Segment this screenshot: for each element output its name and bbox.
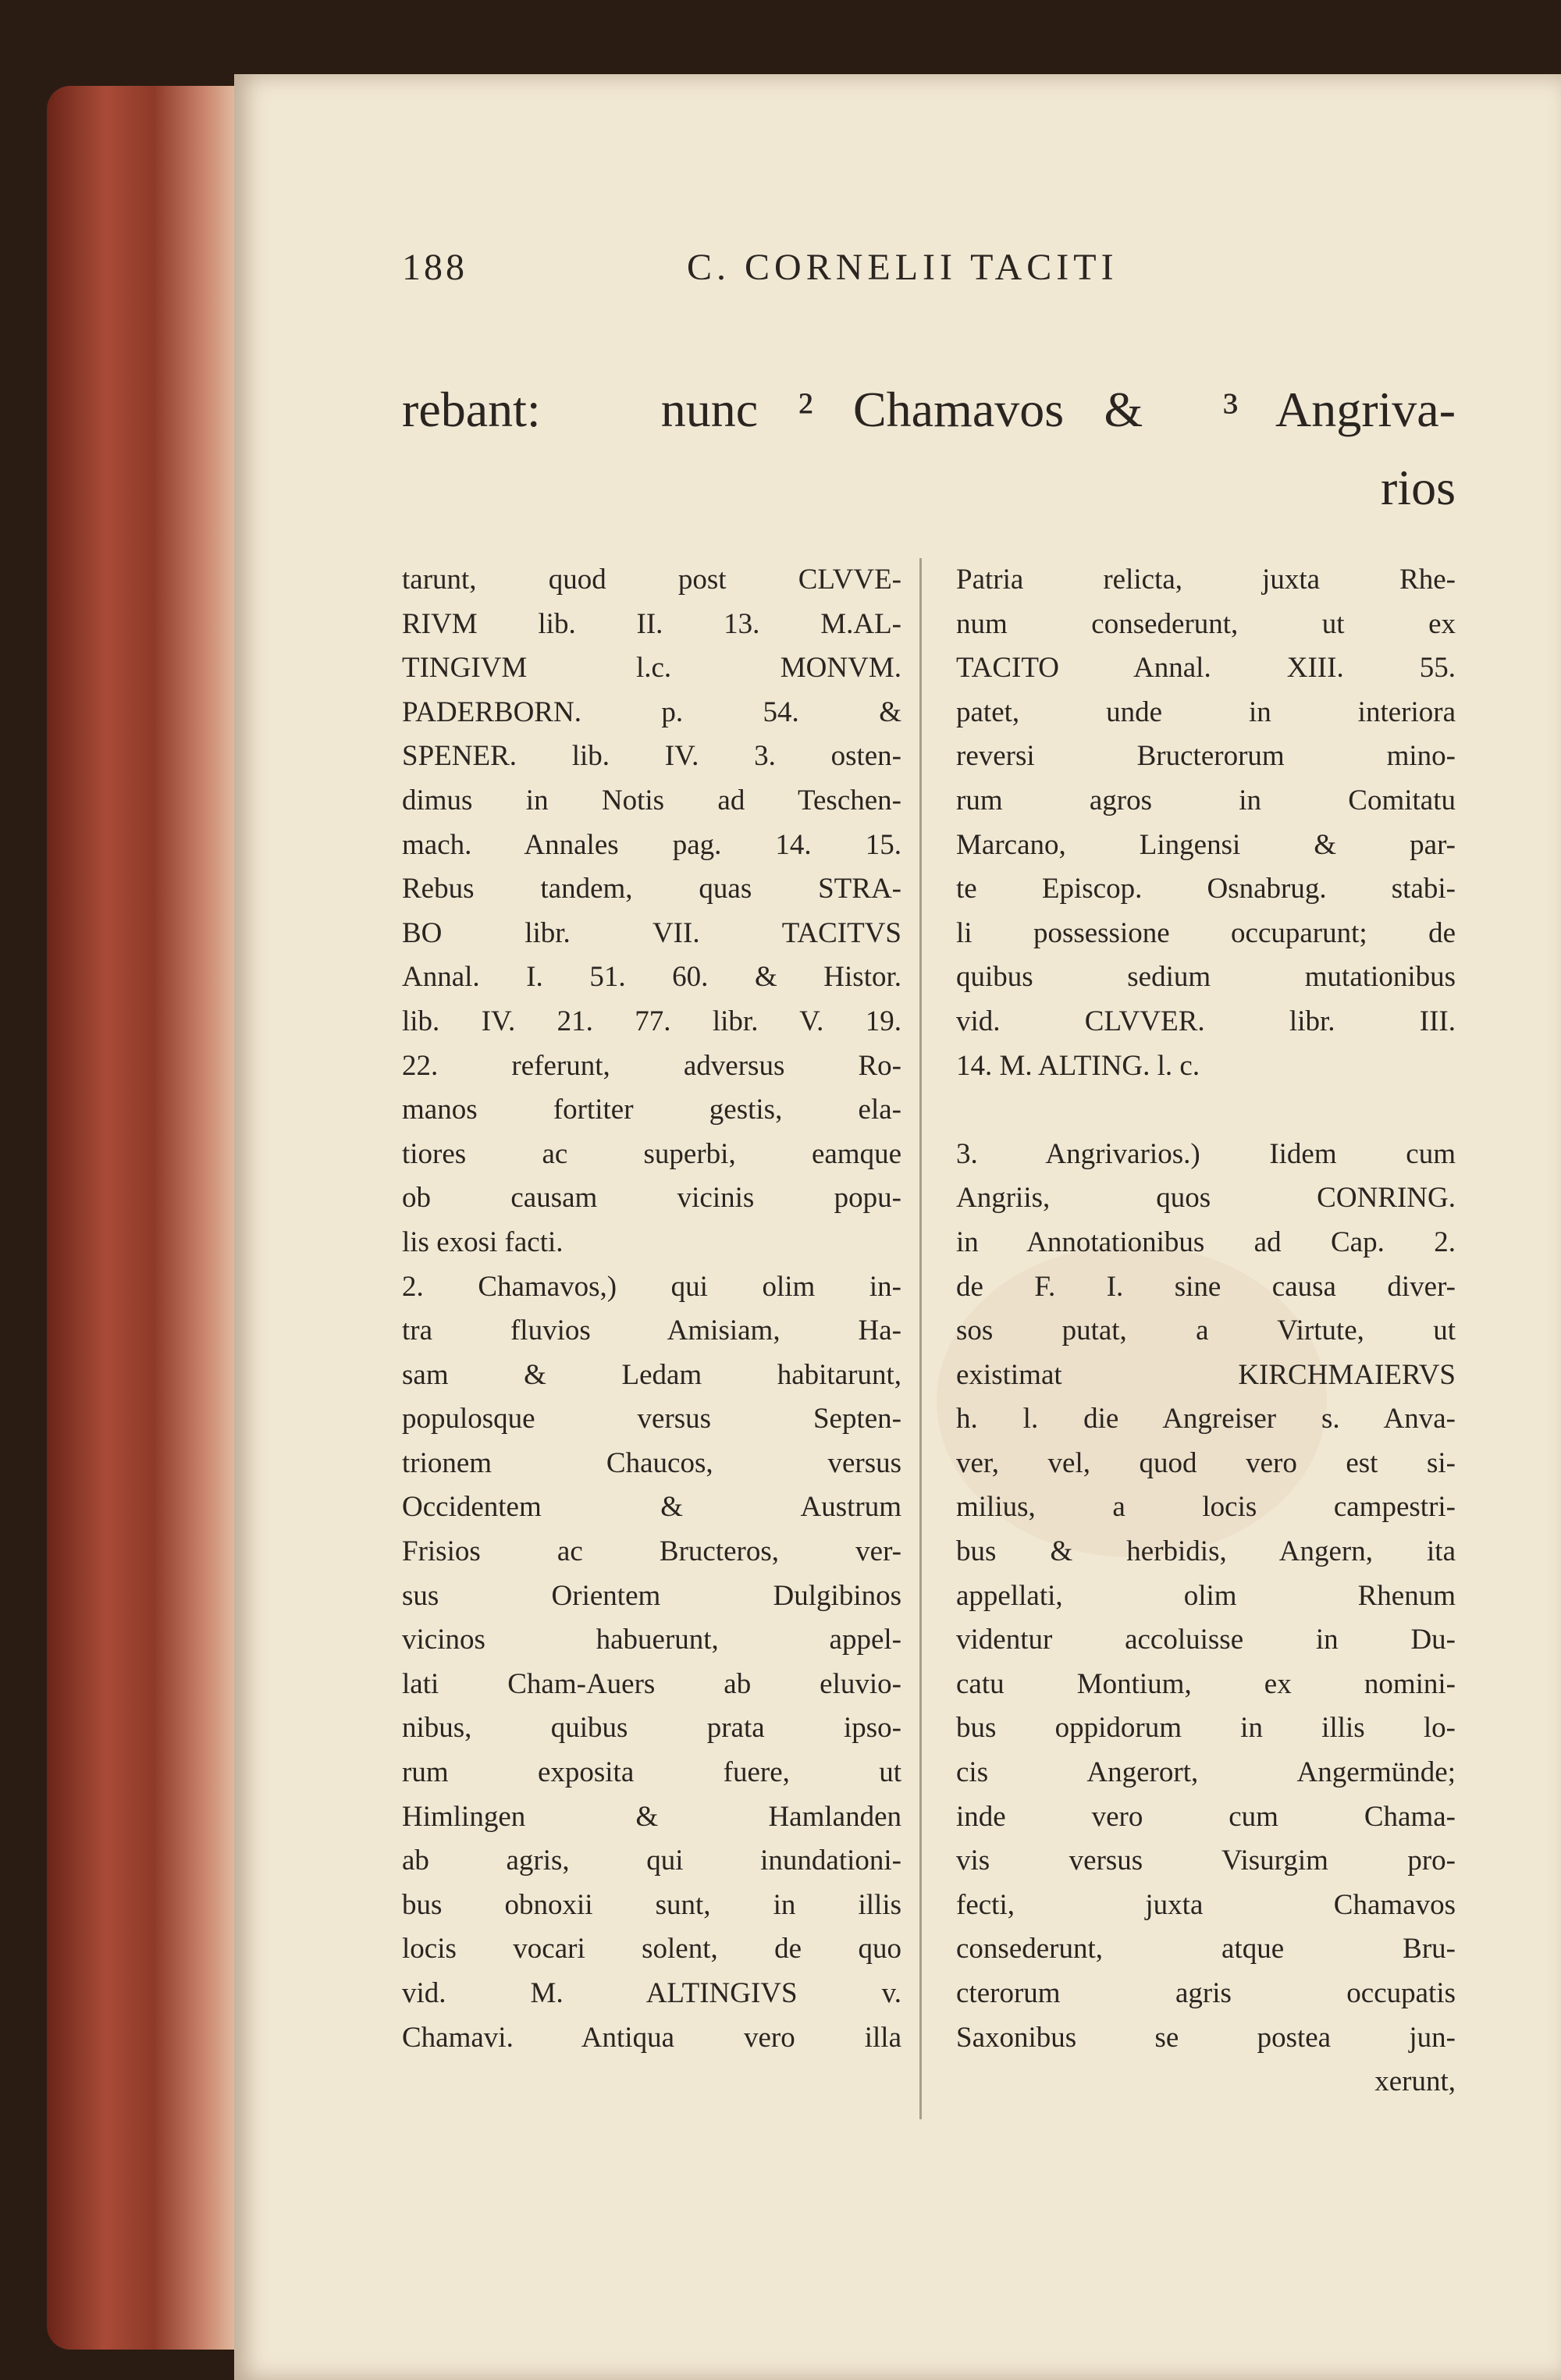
text-line: videntur accoluisse in Du- (956, 1624, 1456, 1656)
text-line: manos fortiter gestis, ela- (402, 1094, 901, 1126)
text-line: vid. M. ALTINGIVS v. (402, 1977, 901, 2009)
main-text-line: rios (1381, 460, 1456, 515)
paragraph-gap (956, 1088, 1456, 1133)
page-number: 188 (402, 247, 468, 288)
text-line: nibus, quibus prata ipso- (402, 1712, 901, 1745)
text-line: cterorum agris occupatis (956, 1977, 1456, 2009)
text-line: Marcano, Lingensi & par- (956, 828, 1456, 861)
text-line: ob causam vicinis popu- (402, 1182, 901, 1215)
text-line: Annal. I. 51. 60. & Histor. (402, 961, 901, 994)
right-footnote-column (956, 558, 1456, 2151)
text-line: h. l. die Angreiser s. Anva- (956, 1403, 1456, 1435)
text-line: TACITO Annal. XIII. 55. (956, 652, 1456, 685)
text-line: sus Orientem Dulgibinos (402, 1579, 901, 1612)
text-line: tra fluvios Amisiam, Ha- (402, 1315, 901, 1347)
text-line: sos putat, a Virtute, ut (956, 1315, 1456, 1347)
text-line: bus obnoxii sunt, in illis (402, 1888, 901, 1921)
text-line: ver, vel, quod vero est si- (956, 1446, 1456, 1479)
text-line: in Annotationibus ad Cap. 2. (956, 1226, 1456, 1258)
text-line: Occidentem & Austrum (402, 1491, 901, 1524)
main-text (402, 371, 1456, 535)
text-line: lib. IV. 21. 77. libr. V. 19. (402, 1005, 901, 1037)
text-line: Chamavi. Antiqua vero illa (402, 2021, 901, 2054)
text-line: tiores ac superbi, eamque (402, 1137, 901, 1170)
text-line: consederunt, atque Bru- (956, 1933, 1456, 1966)
text-line: milius, a locis campestri- (956, 1491, 1456, 1524)
text-line: Himlingen & Hamlanden (402, 1800, 901, 1833)
text-line: existimat KIRCHMAIERVS (956, 1358, 1456, 1391)
text-line: 3. Angrivarios.) Iidem cum (956, 1137, 1456, 1170)
text-line: rum exposita fuere, ut (402, 1756, 901, 1789)
text-line: BO libr. VII. TACITVS (402, 916, 901, 949)
text-line: te Episcop. Osnabrug. stabi- (956, 873, 1456, 905)
text-line: rum agros in Comitatu (956, 784, 1456, 816)
text-line: RIVM lib. II. 13. M.AL- (402, 607, 901, 640)
text-line: catu Montium, ex nomini- (956, 1667, 1456, 1700)
text-line: patet, unde in interiora (956, 696, 1456, 728)
text-line: SPENER. lib. IV. 3. osten- (402, 740, 901, 773)
text-line: lis exosi facti. (402, 1226, 564, 1258)
text-line: li possessione occuparunt; de (956, 916, 1456, 949)
column-divider (919, 558, 922, 2119)
text-line: fecti, juxta Chamavos (956, 1888, 1456, 1921)
text-line: appellati, olim Rhenum (956, 1579, 1456, 1612)
text-line: populosque versus Septen- (402, 1403, 901, 1435)
text-line: vis versus Visurgim pro- (956, 1845, 1456, 1877)
running-head (402, 246, 1456, 332)
left-footnote-column (402, 558, 901, 2151)
text-line: quibus sedium mutationibus (956, 961, 1456, 994)
text-line: lati Cham-Auers ab eluvio- (402, 1667, 901, 1700)
text-line: de F. I. sine causa diver- (956, 1270, 1456, 1303)
text-line: cis Angerort, Angermünde; (956, 1756, 1456, 1789)
text-line: vicinos habuerunt, appel- (402, 1624, 901, 1656)
text-line: ab agris, qui inundationi- (402, 1845, 901, 1877)
text-line: Patria relicta, juxta Rhe- (956, 564, 1456, 596)
book-title: C. CORNELII TACITI (687, 247, 1118, 288)
text-line: vid. CLVVER. libr. III. (956, 1005, 1456, 1037)
text-line: reversi Bructerorum mino- (956, 740, 1456, 773)
text-line: bus oppidorum in illis lo- (956, 1712, 1456, 1745)
text-line: Saxonibus se postea jun- (956, 2021, 1456, 2054)
text-line: Rebus tandem, quas STRA- (402, 873, 901, 905)
text-line: TINGIVM l.c. MONVM. (402, 652, 901, 685)
text-line: inde vero cum Chama- (956, 1800, 1456, 1833)
text-line: 22. referunt, adversus Ro- (402, 1049, 901, 1082)
text-line: 2. Chamavos,) qui olim in- (402, 1270, 901, 1303)
text-line: mach. Annales pag. 14. 15. (402, 828, 901, 861)
text-line: Frisios ac Bructeros, ver- (402, 1535, 901, 1568)
text-line: locis vocari solent, de quo (402, 1933, 901, 1966)
text-line: 14. M. ALTING. l. c. (956, 1049, 1200, 1082)
main-text-line: rebant: nunc ² Chamavos & ³ Angriva- (402, 382, 1456, 437)
text-line: trionem Chaucos, versus (402, 1446, 901, 1479)
text-line: xerunt, (1374, 2065, 1456, 2098)
text-line: bus & herbidis, Angern, ita (956, 1535, 1456, 1568)
text-line: tarunt, quod post CLVVE- (402, 564, 901, 596)
text-line: num consederunt, ut ex (956, 607, 1456, 640)
book-page (234, 74, 1561, 2380)
book-edge (47, 86, 242, 2350)
text-line: dimus in Notis ad Teschen- (402, 784, 901, 816)
text-line: sam & Ledam habitarunt, (402, 1358, 901, 1391)
text-line: PADERBORN. p. 54. & (402, 696, 901, 728)
text-line: Angriis, quos CONRING. (956, 1182, 1456, 1215)
